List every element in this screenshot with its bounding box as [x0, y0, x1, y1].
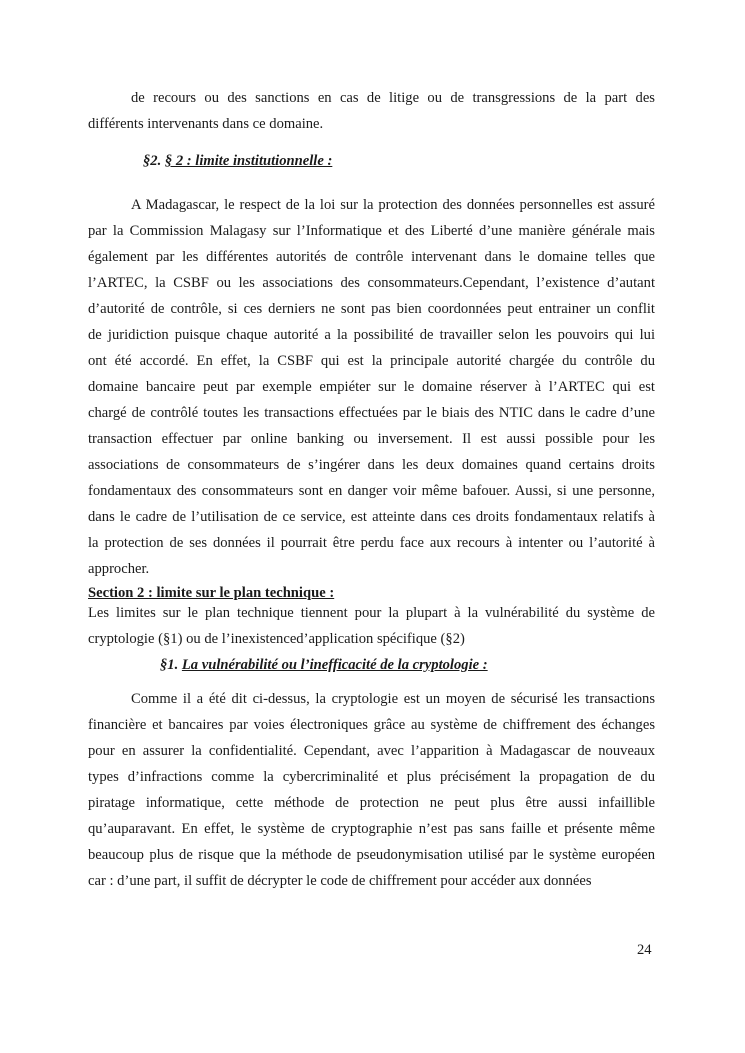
- paragraph-line: ont été accordé. En effet, la CSBF qui est la principale autorité chargée du contrôle du: [88, 353, 655, 369]
- paragraph-line: beaucoup plus de risque que la méthode de pseudonymisation utilisé par le système européen: [88, 847, 655, 863]
- subsection-prefix: §1.: [160, 657, 182, 673]
- paragraph-line: associations de consommateurs de s’ingérer dans les deux domaines quand certains droits: [88, 457, 655, 473]
- paragraph-line: fondamentaux des consommateurs sont en danger voir même bafouer. Aussi, si une personne,: [88, 483, 655, 499]
- paragraph-line: différents intervenants dans ce domaine.: [88, 116, 324, 132]
- paragraph-line: financière et bancaires par voies électroniques grâce au système de chiffrement des échanges: [88, 717, 655, 733]
- paragraph-line: piratage informatique, cette méthode de protection ne peut plus être aussi infaillible: [88, 795, 655, 811]
- paragraph-line: A Madagascar, le respect de la loi sur la protection des données personnelles est assuré: [131, 197, 655, 213]
- paragraph-line: car : d’une part, il suffit de décrypter le code de chiffrement pour accéder aux données: [88, 873, 592, 889]
- subsection-heading: [143, 152, 332, 170]
- paragraph-line: dans le cadre de l’utilisation de ce service, est atteinte dans ces droits fondamentaux relatifs à: [88, 509, 655, 525]
- subsection-heading: [160, 656, 488, 674]
- paragraph-line: transaction effectuer par online banking ou inversement. Il est aussi possible pour les: [88, 431, 655, 447]
- paragraph-line: chargé de contrôlé toutes les transactions effectuées par le biais des NTIC dans le cadre d’une: [88, 405, 655, 421]
- paragraph-line: approcher.: [88, 561, 150, 577]
- subsection-title: La vulnérabilité ou l’inefficacité de la cryptologie :: [181, 657, 488, 673]
- paragraph-line: qu’auparavant. En effet, le système de cryptographie n’est pas sans faille et présente même: [88, 821, 655, 837]
- subsection-prefix: §2.: [143, 153, 165, 169]
- paragraph-line: types d’infractions comme la cybercriminalité et plus précisément la propagation de du: [88, 769, 655, 785]
- paragraph-line: de recours ou des sanctions en cas de litige ou de transgressions de la part des: [131, 90, 655, 106]
- page-number: 24: [637, 942, 652, 958]
- paragraph-line: d’autorité de contrôle, si ces derniers ne sont pas bien coordonnées peut entrainer un conflit: [88, 301, 655, 317]
- paragraph-line: de juridiction puisque chaque autorité a la possibilité de travailler selon les pouvoirs qui lui: [88, 327, 655, 343]
- paragraph-line: l’ARTEC, la CSBF ou les associations des consommateurs.Cependant, l’existence d’autant: [88, 275, 655, 291]
- paragraph-line: pour en assurer la confidentialité. Cependant, avec l’apparition à Madagascar de nouveaux: [88, 743, 655, 759]
- paragraph-line: également par les différentes autorités de contrôle intervenant dans le domaine telles que: [88, 249, 655, 265]
- paragraph-line: la protection de ses données il pourrait être perdu face aux recours à intenter ou l’autorité à: [88, 535, 655, 551]
- paragraph-line: domaine bancaire peut par exemple empiéter sur le domaine réserver à l’ARTEC qui est: [88, 379, 655, 395]
- paragraph-line: cryptologie (§1) ou de l’inexistenced’application spécifique (§2): [88, 631, 465, 647]
- subsection-title: § 2 : limite institutionnelle :: [164, 153, 333, 169]
- paragraph-line: Les limites sur le plan technique tiennent pour la plupart à la vulnérabilité du système de: [88, 605, 655, 621]
- paragraph-line: par la Commission Malagasy sur l’Informatique et des Liberté d’une manière générale mais: [88, 223, 655, 239]
- section-heading: Section 2 : limite sur le plan technique :: [88, 585, 335, 601]
- paragraph-line: Comme il a été dit ci-dessus, la cryptologie est un moyen de sécurisé les transactions: [131, 691, 655, 707]
